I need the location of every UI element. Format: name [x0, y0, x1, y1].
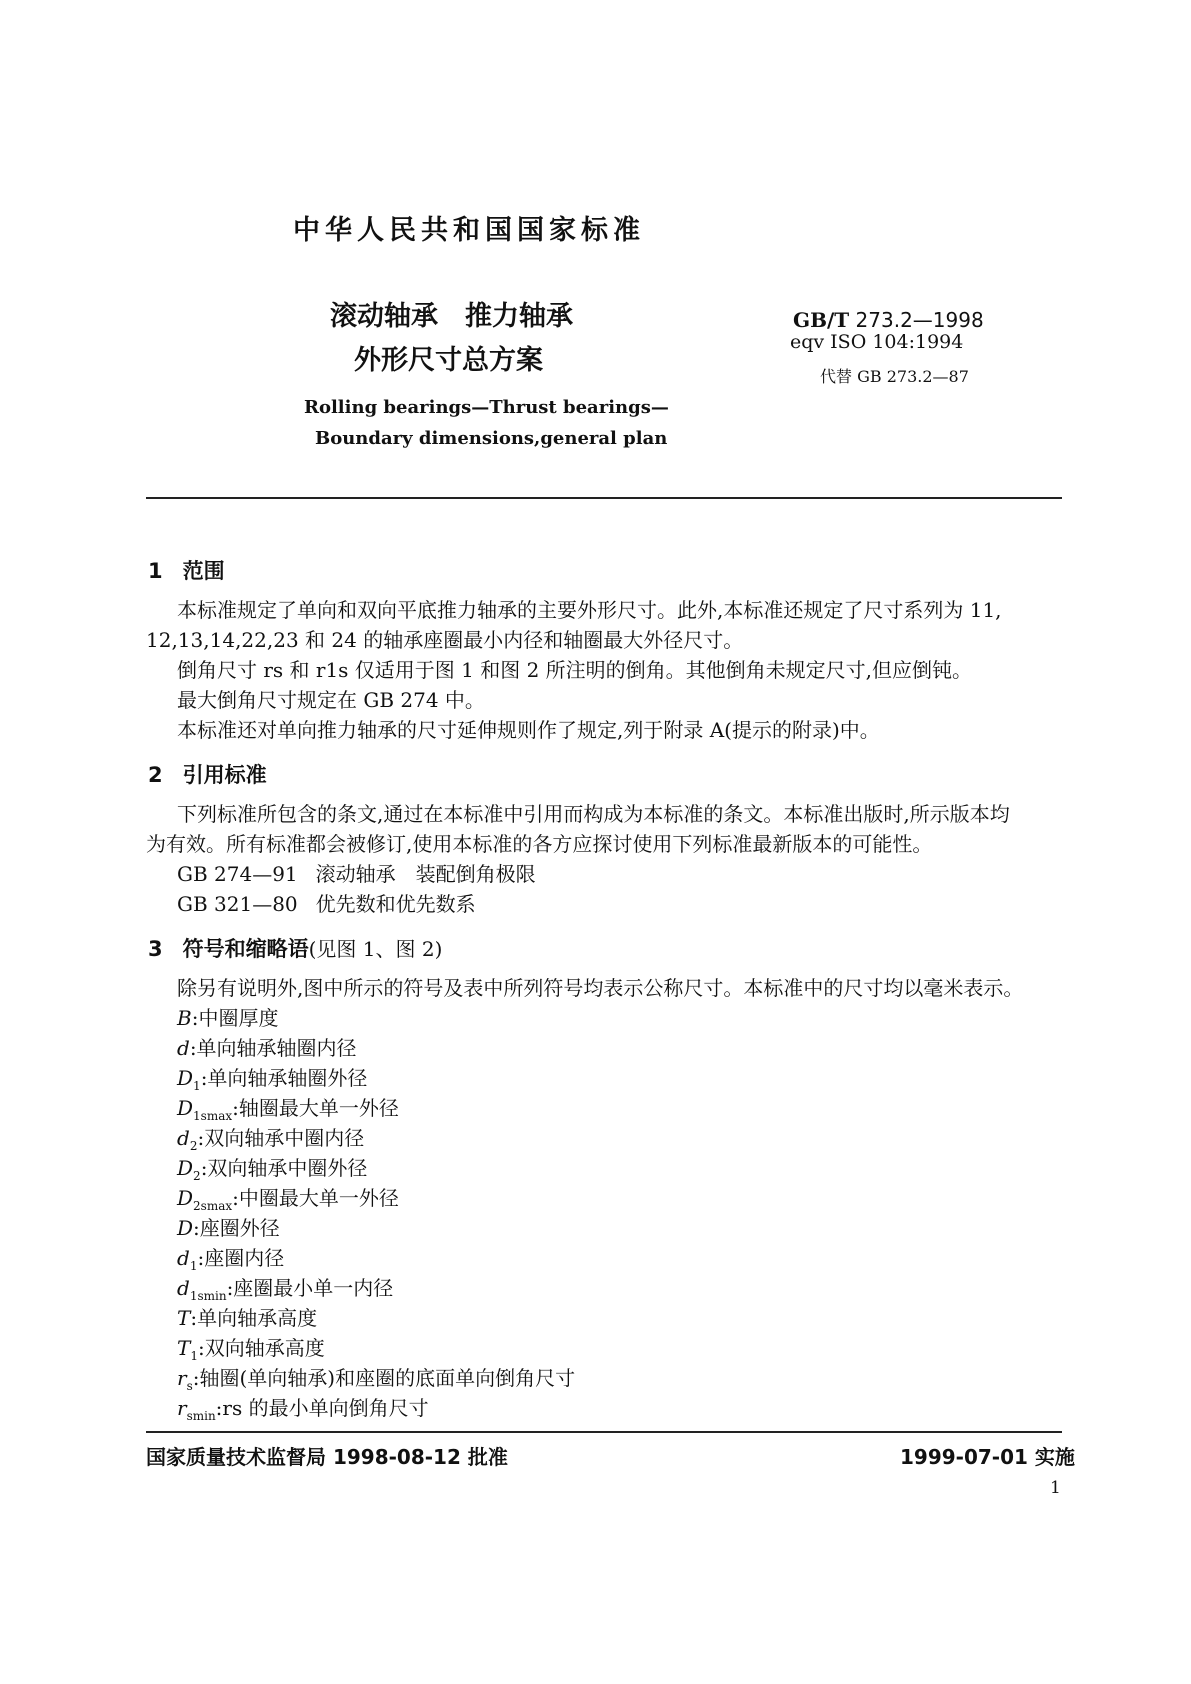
symbol-item: $T_1$:双向轴承高度	[177, 1336, 325, 1363]
sec1-para3: 最大倒角尺寸规定在 GB 274 中。	[177, 688, 485, 712]
symbol-list	[177, 1004, 575, 1424]
reference-gb274: GB 274—91 滚动轴承 装配倒角极限	[177, 862, 536, 886]
national-standard-heading: 中华人民共和国国家标准	[293, 215, 645, 246]
section-3-heading: 3 符号和缩略语(见图 1、图 2)	[148, 937, 443, 961]
english-title-line-1: Rolling bearings—Thrust bearings—	[304, 397, 669, 418]
page-number: 1	[1050, 1478, 1061, 1498]
implementation-date: 1999-07-01 实施	[900, 1445, 1075, 1469]
symbol-item: $D_{1smax}$:轴圈最大单一外径	[177, 1096, 399, 1123]
symbol-item: $d_1$:座圈内径	[177, 1246, 285, 1273]
symbol-item: d:单向轴承轴圈内径	[177, 1036, 357, 1060]
english-title-line-2: Boundary dimensions,general plan	[315, 428, 668, 449]
header-divider	[146, 497, 1062, 499]
replaces-note: 代替 GB 273.2—87	[820, 367, 969, 386]
symbol-item: $D_1$:单向轴承轴圈外径	[177, 1066, 368, 1093]
sec3-intro: 除另有说明外,图中所示的符号及表中所列符号均表示公称尺寸。本标准中的尺寸均以毫米表示。	[177, 976, 1024, 1000]
symbol-item: D:座圈外径	[177, 1216, 280, 1240]
section-1-heading: 1 范围	[148, 559, 225, 583]
symbol-item: $d_2$:双向轴承中圈内径	[177, 1126, 365, 1153]
sec2-para1-line1: 下列标准所包含的条文,通过在本标准中引用而构成为本标准的条文。本标准出版时,所示版本均	[177, 802, 1010, 826]
symbol-item: $r_s$:轴圈(单向轴承)和座圈的底面单向倒角尺寸	[177, 1366, 576, 1393]
symbol-item: $r_{smin}:rs$ 的最小单向倒角尺寸	[177, 1396, 429, 1423]
reference-gb321: GB 321—80 优先数和优先数系	[177, 892, 476, 916]
section-2-heading: 2 引用标准	[148, 763, 267, 787]
standard-number: GB/T 273.2—1998	[793, 308, 984, 332]
eqv-iso: eqv ISO 104:1994	[790, 331, 964, 353]
symbol-item: $d_{1smin}$:座圈最小单一内径	[177, 1276, 394, 1303]
approval-note: 国家质量技术监督局 1998-08-12 批准	[146, 1445, 508, 1469]
sec1-para1-line2: 12,13,14,22,23 和 24 的轴承座圈最小内径和轴圈最大外径尺寸。	[146, 628, 744, 652]
sec1-para4: 本标准还对单向推力轴承的尺寸延伸规则作了规定,列于附录 A(提示的附录)中。	[177, 718, 880, 742]
sec1-para1-line1: 本标准规定了单向和双向平底推力轴承的主要外形尺寸。此外,本标准还规定了尺寸系列为 11,	[177, 598, 1002, 622]
title-line-2: 外形尺寸总方案	[354, 345, 543, 376]
symbol-item: T:单向轴承高度	[177, 1306, 318, 1330]
symbol-item: B:中圈厚度	[177, 1006, 279, 1030]
sec1-para2: 倒角尺寸 rs 和 r1s 仅适用于图 1 和图 2 所注明的倒角。其他倒角未规定尺寸,但应倒钝。	[177, 658, 973, 682]
sec2-para1-line2: 为有效。所有标准都会被修订,使用本标准的各方应探讨使用下列标准最新版本的可能性。	[146, 832, 933, 856]
symbol-item: $D_{2smax}$:中圈最大单一外径	[177, 1186, 399, 1213]
symbol-item: $D_2$:双向轴承中圈外径	[177, 1156, 368, 1183]
footer-divider	[146, 1431, 1062, 1433]
title-line-1: 滚动轴承 推力轴承	[330, 301, 573, 332]
